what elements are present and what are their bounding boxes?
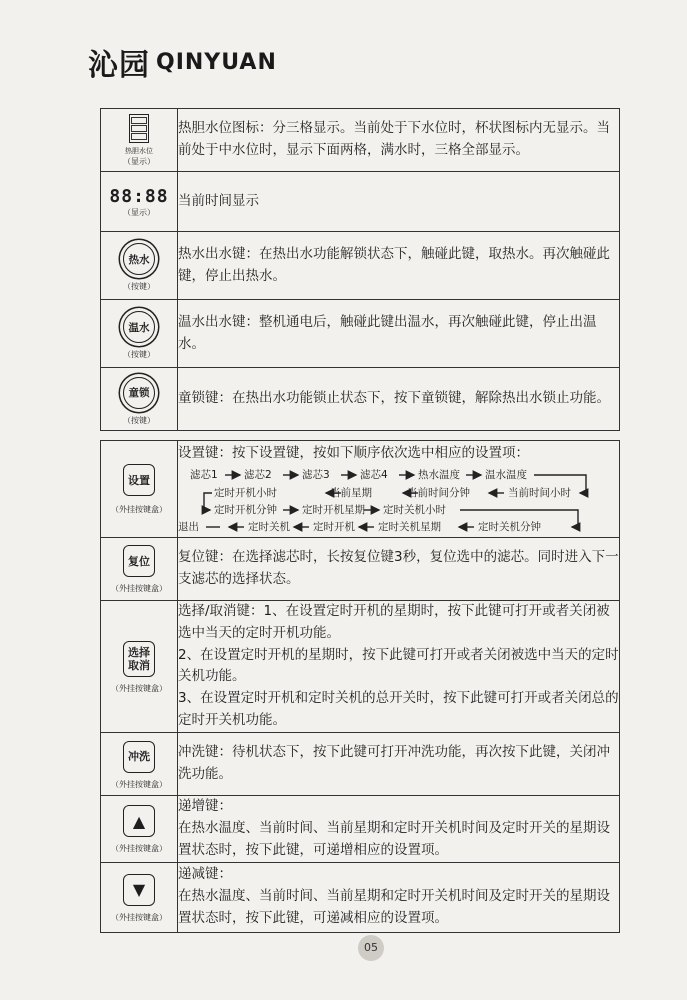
icon-caption-sub: （按键） <box>123 350 155 359</box>
icon-caption-sub: （外挂按键盒） <box>111 844 167 854</box>
flow-step: 滤芯3 <box>302 468 330 481</box>
icon-cell <box>101 368 178 431</box>
flow-step: 定时关机 <box>248 520 290 533</box>
table-row <box>101 172 620 232</box>
table-row <box>101 441 620 538</box>
table-row <box>101 368 620 431</box>
flow-step: 当前时间小时 <box>508 486 571 499</box>
child-lock-key-icon: 童锁 <box>123 377 155 409</box>
icon-caption-sub: （外挂按键盒） <box>111 683 167 693</box>
brand-name-en: QINYUAN <box>156 49 277 75</box>
flow-step: 定时开机小时 <box>214 486 277 499</box>
row-description <box>178 537 620 600</box>
icon-caption-sub: （按键） <box>123 415 155 425</box>
icon-caption-sub: （外挂按键盒） <box>111 584 167 594</box>
icon-cell <box>101 300 178 368</box>
icon-cell <box>101 537 178 600</box>
row-description <box>178 441 620 538</box>
row-description <box>178 600 620 732</box>
flow-step: 定时关机小时 <box>383 503 446 516</box>
warm-water-key-icon: 温水 <box>123 311 155 343</box>
row-description: 当前时间显示 <box>178 172 620 232</box>
page-number: 05 <box>358 935 384 961</box>
description-paragraph: 3、在设置定时开机和定时关机的总开关时，按下此键可打开或者关闭总的定时开关机功能。 <box>178 690 619 729</box>
down-arrow-icon: ▼ <box>123 874 155 906</box>
icon-caption: 热胆水位 <box>125 146 153 155</box>
icon-cell <box>101 172 178 232</box>
row-description: 温水出水键：整机通电后，触碰此键出温水，再次触碰此键，停止出温水。 <box>178 300 620 368</box>
icon-cell <box>101 733 178 796</box>
settings-key-icon: 设置 <box>123 464 155 496</box>
key-label-line: 选择 <box>128 645 150 659</box>
hot-water-key-icon: 热水 <box>123 243 155 275</box>
table-row <box>101 537 620 600</box>
flow-step: 退出 <box>178 520 199 533</box>
table-row <box>101 796 620 863</box>
table-row <box>101 733 620 796</box>
description-paragraph: 冲洗键：待机状态下，按下此键可打开冲洗功能，再次按下此键，关闭冲洗功能。 <box>178 744 610 783</box>
row-description: 热胆水位图标：分三格显示。当前处于下水位时，杯状图标内无显示。当前处于中水位时，显示下面两格，满水时，三格全部显示。 <box>178 109 620 172</box>
icon-caption-sub: （外挂按键盒） <box>111 912 167 922</box>
icon-cell <box>101 600 178 732</box>
row-description: 热水出水键：在热出水功能解锁状态下，触碰此键，取热水。再次触碰此键，停止出热水。 <box>178 232 620 300</box>
description-paragraph: 在热水温度、当前时间、当前星期和定时开关机时间及定时开关的星期设置状态时，按下此键，可递增相应的设置项。 <box>178 819 610 858</box>
icon-cell <box>101 862 178 932</box>
flow-step: 定时关机星期 <box>378 520 441 533</box>
reset-key-icon: 复位 <box>123 545 155 577</box>
flow-step: 当前时间分钟 <box>407 486 470 499</box>
table-row <box>101 862 620 932</box>
icon-cell <box>101 232 178 300</box>
row-description <box>178 796 620 863</box>
brand-name-cn: 沁园 <box>88 48 150 83</box>
water-level-icon <box>129 114 149 143</box>
icon-cell <box>101 796 178 863</box>
select-cancel-key-icon <box>123 641 155 677</box>
description-paragraph: 递增键： <box>178 798 232 815</box>
flow-step: 定时开机星期 <box>302 503 365 516</box>
settings-intro: 设置键：按下设置键，按如下顺序依次选中相应的设置项： <box>178 445 529 461</box>
icon-caption-sub: （显示） <box>123 156 155 166</box>
flow-step: 温水温度 <box>485 468 527 481</box>
row-description <box>178 862 620 932</box>
flow-step: 热水温度 <box>418 468 460 481</box>
display-keys-table <box>100 108 620 431</box>
flow-step: 滤芯4 <box>360 468 388 481</box>
row-description <box>178 733 620 796</box>
description-paragraph: 复位键：在选择滤芯时，长按复位键3秒，复位选中的滤芯。同时进入下一支滤芯的选择状态。 <box>178 549 619 587</box>
icon-cell <box>101 441 178 538</box>
settings-flow-diagram <box>178 467 590 535</box>
icon-caption-sub: （按键） <box>123 282 155 291</box>
time-display-icon: 88:88 <box>109 185 169 207</box>
table-row <box>101 300 620 368</box>
flow-step: 定时关机分钟 <box>478 520 541 533</box>
table-row <box>101 109 620 172</box>
description-paragraph: 2、在设置定时开机的星期时，按下此键可打开或者关闭被选中当天的定时关机功能。 <box>178 646 619 685</box>
key-label-line: 取消 <box>128 658 150 672</box>
description-paragraph: 选择/取消键：1、在设置定时开机的星期时，按下此键可打开或者关闭被选中当天的定时开机功能。 <box>178 602 610 641</box>
up-arrow-icon: ▲ <box>123 805 155 837</box>
flow-step: 滤芯1 <box>190 468 218 481</box>
icon-caption-sub: （显示） <box>123 207 155 217</box>
flush-key-icon: 冲洗 <box>123 741 155 773</box>
description-paragraph: 递减键： <box>178 866 232 883</box>
icon-cell <box>101 109 178 172</box>
description-paragraph: 在热水温度、当前时间、当前星期和定时开关机时间及定时开关的星期设置状态时，按下此键，可递减相应的设置项。 <box>178 888 610 927</box>
icon-caption-sub: （外挂按键盒） <box>111 505 167 515</box>
icon-caption-sub: （外挂按键盒） <box>111 779 167 789</box>
row-description: 童锁键：在热出水功能锁止状态下，按下童锁键，解除热出水锁止功能。 <box>178 368 620 431</box>
flow-step: 定时开机 <box>313 520 355 533</box>
table-row <box>101 600 620 732</box>
flow-step: 定时开机分钟 <box>214 503 277 516</box>
brand-logo <box>88 40 277 84</box>
flow-step: 当前星期 <box>330 486 372 499</box>
table-row <box>101 232 620 300</box>
flow-step: 滤芯2 <box>244 468 272 481</box>
external-keys-table <box>100 440 620 933</box>
